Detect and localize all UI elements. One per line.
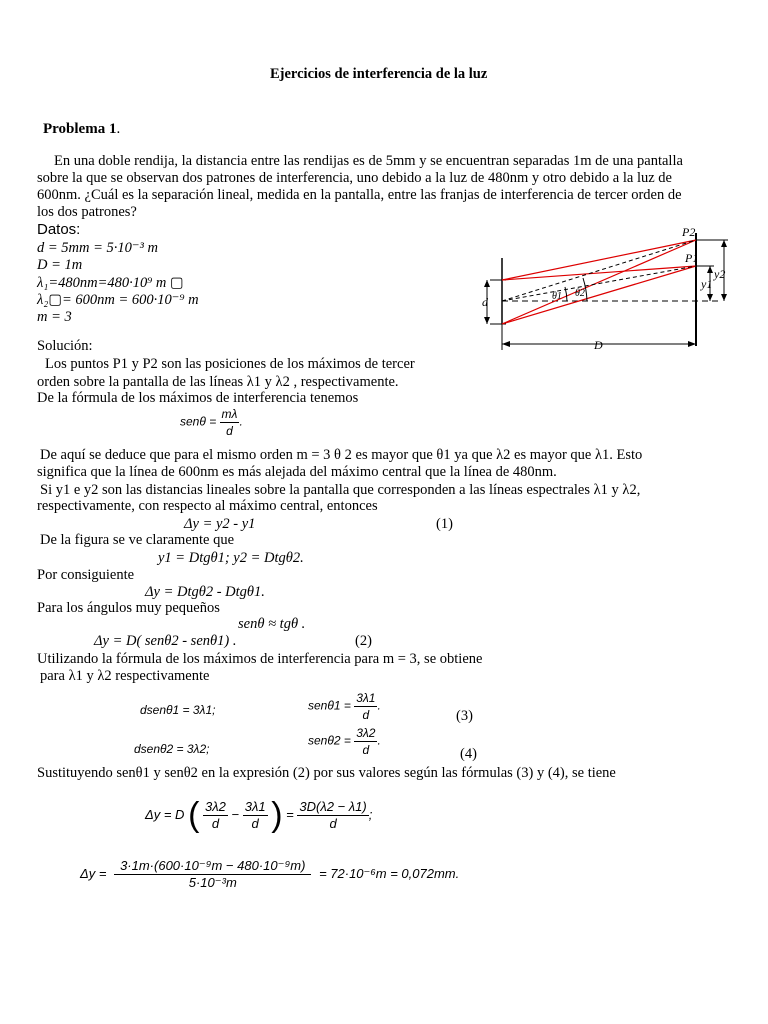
solution-p7: para λ1 y λ2 respectivamente: [40, 668, 210, 684]
eq-3b: senθ1 = $\frac{3\lambda 1}{d}$ .: [308, 691, 381, 722]
problem-heading: [43, 121, 120, 138]
solution-p2-line-2: significa que la línea de 600nm es más alejada del máximo central que la línea de 480nm.: [37, 464, 557, 480]
eq-5: [145, 796, 372, 835]
eq-dy: Δy = Dtgθ2 - Dtgθ1.: [145, 584, 265, 600]
eq-6-fraction: [114, 858, 311, 891]
statement-line-1: En una doble rendija, la distancia entre las rendijas es de 5mm y se encuentran separadas 1m de una pantalla: [54, 153, 683, 169]
solution-p1-line-1: Los puntos P1 y P2 son las posiciones de los máximos de tercer: [45, 356, 415, 372]
eq-3b-denominator: d: [362, 708, 370, 722]
eq-6: [80, 858, 459, 891]
eq-4b-denominator: d: [362, 743, 370, 757]
eq-5-paren-close: ): [271, 796, 283, 834]
eq-5-lhs: Δy = D: [145, 806, 185, 822]
eq-1: Δy = y2 - y1: [184, 516, 256, 532]
problem-label-dot: .: [116, 121, 121, 137]
solution-p3: De la figura se ve claramente que: [40, 532, 235, 548]
y2-arrow-top: [721, 240, 727, 247]
center-ray-p1: [502, 266, 696, 301]
eq-4b-fraction: [354, 725, 377, 758]
eq-y: y1 = Dtgθ1; y2 = Dtgθ2.: [158, 550, 304, 566]
eq-4b-numerator: 3λ2: [356, 726, 376, 740]
y2-label: y2: [714, 267, 726, 281]
theta1-label: θ1: [552, 291, 562, 302]
ray-top-to-p2: [502, 240, 699, 280]
eq-5-frac-b: [243, 799, 268, 832]
eq-5-paren-open: (: [188, 796, 200, 834]
eq-sen-theta: [180, 406, 243, 439]
solution-p2-line-4: respectivamente, con respecto al máximo central, entonces: [37, 498, 378, 514]
solution-p1-line-3: De la fórmula de los máximos de interferencia tenemos: [37, 390, 359, 406]
eq-5-equals: =: [286, 806, 294, 822]
statement-line-3: 600nm. ¿Cuál es la separación lineal, medida en la pantalla, entre las franjas de interferencia de tercer orden de: [37, 187, 682, 203]
theta2-label: θ2: [575, 288, 585, 299]
d-arrow-top: [484, 280, 490, 287]
datos-line-2: D = 1m: [37, 257, 83, 273]
d-label: d: [482, 295, 488, 309]
eq-6-denominator: 5·10⁻³m: [188, 875, 237, 890]
D-arrow-left: [502, 341, 510, 347]
datos-line-5: m = 3: [37, 309, 72, 325]
p1-label: P1: [685, 251, 699, 265]
solution-p5: Para los ángulos muy pequeños: [37, 600, 220, 616]
eq-sen-end: .: [239, 414, 243, 429]
solution-p8: Sustituyendo senθ1 y senθ2 en la expresión (2) por sus valores según las fórmulas (3) y (4), se tiene: [37, 765, 616, 781]
eq-5-minus: −: [231, 806, 240, 822]
eq-4b: senθ2 = $\frac{3\lambda 2}{d}$ .: [308, 726, 381, 757]
solution-heading: Solución:: [37, 338, 93, 354]
statement-line-2: sobre la que se observan dos patrones de interferencia, uno debido a la luz de 480nm y otro debido a la luz de: [37, 170, 672, 186]
eq-6-rhs: = 72·10⁻⁶m = 0,072mm.: [319, 865, 460, 881]
eq-5-frac-b-num: 3λ1: [244, 799, 266, 814]
eq-5-frac-c-num: 3D(λ2 − λ1): [299, 799, 367, 814]
solution-p1-line-2: orden sobre la pantalla de las líneas λ1 y λ2 , respectivamente.: [37, 374, 399, 390]
eq-5-frac-a-den: d: [211, 816, 220, 831]
eq-sen-numerator: mλ: [221, 407, 238, 421]
eq-sen-lhs: senθ =: [180, 414, 217, 429]
eq-5-frac-a: [203, 799, 228, 832]
solution-p4: Por consiguiente: [37, 567, 135, 583]
eq-3-number: (3): [456, 708, 473, 724]
eq-2: Δy = D( senθ2 - senθ1) .: [94, 633, 237, 649]
datos-line-1: d = 5mm = 5·10⁻³ m: [37, 240, 158, 256]
ray-top-to-p1: [502, 266, 696, 280]
solution-p2-line-1: De aquí se deduce que para el mismo orden m = 3 θ 2 es mayor que θ1 ya que λ2 es mayor que λ1. Esto: [40, 447, 643, 463]
eq-approx: senθ ≈ tgθ .: [238, 616, 306, 632]
d-arrow-bottom: [484, 317, 490, 324]
eq-3a: dsenθ1 = 3λ1;: [140, 703, 216, 717]
eq-2-number: (2): [355, 633, 372, 649]
eq-4-number: (4): [460, 746, 477, 762]
eq-5-frac-c: [297, 799, 368, 832]
eq-5-frac-c-den: d: [329, 816, 337, 831]
eq-6-numerator: 3·1m·(600·10⁻⁹m − 480·10⁻⁹m): [114, 858, 311, 875]
eq-4a: dsenθ2 = 3λ2;: [134, 742, 210, 756]
eq-3b-fraction: [354, 690, 377, 723]
eq-sen-denominator: d: [226, 424, 233, 438]
y1-arrow-top: [707, 266, 713, 273]
center-ray-p2: [502, 240, 699, 301]
eq-5-end: ;: [368, 806, 373, 822]
eq-5-frac-a-num: 3λ2: [205, 799, 226, 814]
interference-diagram: [482, 218, 734, 354]
ray-bottom-to-p1: [502, 266, 696, 324]
y2-arrow-bottom: [721, 294, 727, 301]
eq-4b-lhs: senθ2 =: [308, 733, 351, 748]
eq-3b-numerator: 3λ1: [356, 691, 376, 705]
solution-p6: Utilizando la fórmula de los máximos de interferencia para m = 3, se obtiene: [37, 651, 483, 667]
D-label: D: [594, 338, 603, 352]
eq-3b-lhs: senθ1 =: [308, 698, 351, 713]
eq-6-lhs: Δy =: [80, 865, 107, 881]
solution-p2-line-3: Si y1 e y2 son las distancias lineales sobre la pantalla que corresponden a las líneas espectrales λ1 y λ2,: [40, 482, 641, 498]
problem-label: Problema 1: [43, 121, 117, 137]
page-title: Ejercicios de interferencia de la luz: [270, 66, 488, 82]
y1-arrow-bottom: [707, 294, 713, 301]
statement-line-4: los dos patrones?: [37, 204, 137, 220]
eq-sen-fraction: [220, 406, 243, 439]
p2-label: P2: [682, 225, 696, 239]
datos-line-4: λ₂▢= 600nm = 600·10⁻⁹ m: [37, 292, 199, 308]
ray-bottom-to-p2: [502, 240, 699, 324]
eq-5-frac-b-den: d: [251, 816, 259, 831]
D-arrow-right: [688, 341, 696, 347]
eq-1-number: (1): [436, 516, 453, 532]
datos-line-3: λ₁=480nm=480·10⁹ m ▢: [37, 275, 184, 291]
y1-label: y1: [701, 277, 713, 291]
datos-heading: Datos:: [37, 221, 81, 238]
